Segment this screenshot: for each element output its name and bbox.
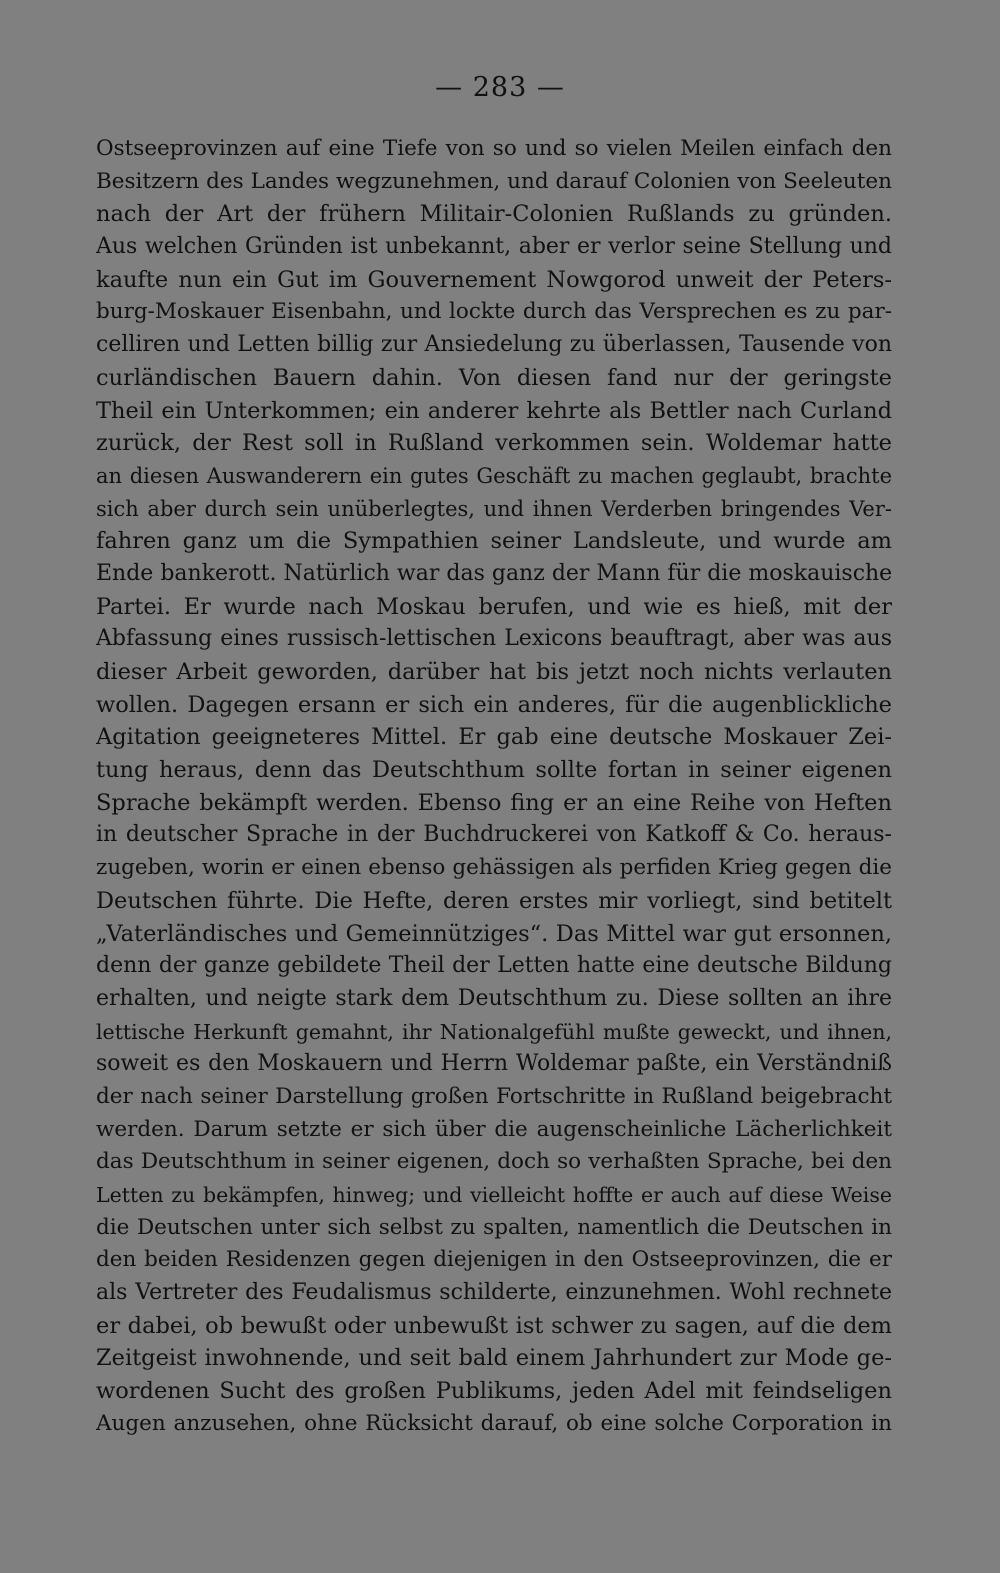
text-line: erhalten, und neigte stark dem Deutschthum zu. Diese sollten an ihre <box>96 985 892 1011</box>
text-line: Besitzern des Landes wegzunehmen, und darauf Colonien von Seeleuten <box>96 168 892 194</box>
text-line: Aus welchen Gründen ist unbekannt, aber er verlor seine Stellung und <box>96 234 892 260</box>
text-line: die Deutschen unter sich selbst zu spalten, namentlich die Deutschen in <box>96 1214 892 1240</box>
text-line: denn der ganze gebildete Theil der Letten hatte eine deutsche Bildung <box>96 953 892 979</box>
text-line: kaufte nun ein Gut im Gouvernement Nowgorod unweit der Peters- <box>96 266 892 293</box>
text-line: zugeben, worin er einen ebenso gehässigen als perfiden Krieg gegen die <box>96 855 892 881</box>
text-line: „Vaterländisches und Gemeinnütziges“. Das Mittel war gut ersonnen, <box>96 920 892 947</box>
text-line: fahren ganz um die Sympathien seiner Landsleute, und wurde am <box>96 528 892 555</box>
text-line: er dabei, ob bewußt oder unbewußt ist schwer zu sagen, auf die dem <box>96 1312 892 1339</box>
text-line: Abfassung eines russisch-lettischen Lexicons beauftragt, aber was aus <box>96 626 892 652</box>
body-text <box>96 133 892 1441</box>
text-line: tung heraus, denn das Deutschthum sollte fortan in seiner eigenen <box>96 757 892 784</box>
text-line: Letten zu bekämpfen, hinweg; und vielleicht hoffte er auch auf diese Weise <box>96 1183 892 1207</box>
text-line: der nach seiner Darstellung großen Fortschritte in Rußland beigebracht <box>96 1083 892 1109</box>
text-line: dieser Arbeit geworden, darüber hat bis jetzt noch nichts verlauten <box>96 659 892 685</box>
text-line: werden. Darum setzte er sich über die augenscheinliche Lächerlichkeit <box>96 1116 892 1142</box>
text-line: Partei. Er wurde nach Moskau berufen, und wie es hieß, mit der <box>96 593 892 620</box>
text-line: soweit es den Moskauern und Herrn Woldemar paßte, ein Verständniß <box>96 1051 892 1077</box>
text-line: burg-Moskauer Eisenbahn, und lockte durch das Versprechen es zu par- <box>96 299 892 325</box>
text-line: an diesen Auswanderern ein gutes Geschäft zu machen geglaubt, brachte <box>96 463 892 488</box>
page-number: — 283 — <box>435 72 565 103</box>
text-line: lettische Herkunft gemahnt, ihr Nationalgefühl mußte geweckt, und ihnen, <box>96 1019 892 1044</box>
text-line: Theil ein Unterkommen; ein anderer kehrte als Bettler nach Curland <box>96 397 892 424</box>
text-line: Augen anzusehen, ohne Rücksicht darauf, ob eine solche Corporation in <box>96 1410 892 1436</box>
text-line: Ende bankerott. Natürlich war das ganz der Mann für die moskauische <box>96 560 892 586</box>
text-line: sich aber durch sein unüberlegtes, und ihnen Verderben bringendes Ver- <box>96 496 892 521</box>
text-line: zurück, der Rest soll in Rußland verkommen sein. Woldemar hatte <box>96 430 892 457</box>
text-line: in deutscher Sprache in der Buchdruckerei von Katkoff & Co. heraus- <box>96 822 892 848</box>
text-line: wollen. Dagegen ersann er sich ein anderes, für die augenblickliche <box>96 691 892 718</box>
text-line: nach der Art der frühern Militair-Colonien Rußlands zu gründen. <box>96 201 892 228</box>
text-line: celliren und Letten billig zur Ansiedelung zu überlassen, Tausende von <box>96 332 892 358</box>
text-line: Zeitgeist inwohnende, und seit bald einem Jahrhundert zur Mode ge- <box>96 1345 892 1372</box>
text-line: wordenen Sucht des großen Publikums, jeden Adel mit feindseligen <box>96 1378 892 1405</box>
text-line: als Vertreter des Feudalismus schilderte, einzunehmen. Wohl rechnete <box>96 1280 892 1306</box>
text-line: Sprache bekämpft werden. Ebenso fing er an eine Reihe von Heften <box>96 789 892 816</box>
text-line: Agitation geeigneteres Mittel. Er gab eine deutsche Moskauer Zei- <box>96 724 892 751</box>
text-line: den beiden Residenzen gegen diejenigen in den Ostseeprovinzen, die er <box>96 1247 892 1273</box>
text-line: Ostseeprovinzen auf eine Tiefe von so und so vielen Meilen einfach den <box>96 136 892 161</box>
text-line: das Deutschthum in seiner eigenen, doch so verhaßten Sprache, bei den <box>96 1149 892 1175</box>
text-line: Deutschen führte. Die Hefte, deren erstes mir vorliegt, sind betitelt <box>96 887 892 914</box>
text-line: curländischen Bauern dahin. Von diesen fand nur der geringste <box>96 364 892 391</box>
